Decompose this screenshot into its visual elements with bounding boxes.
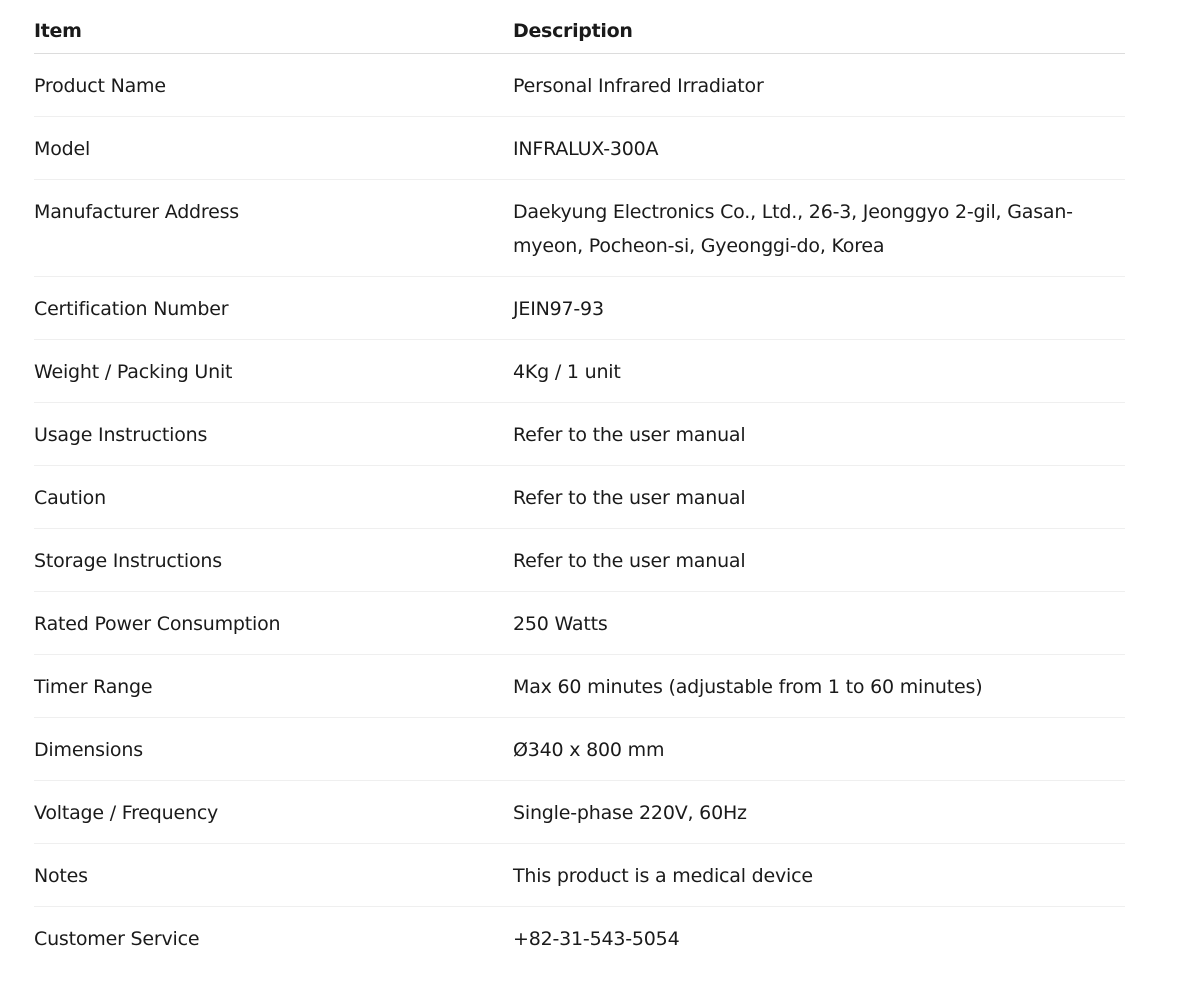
row-item: Product Name [34,54,513,117]
row-description: Ø340 x 800 mm [513,718,1125,781]
table-row [34,718,1125,781]
table-row [34,466,1125,529]
row-description: Refer to the user manual [513,466,1125,529]
row-description: INFRALUX-300A [513,117,1125,180]
row-description: Personal Infrared Irradiator [513,54,1125,117]
table-row [34,844,1125,907]
table-body [34,54,1125,970]
row-item: Caution [34,466,513,529]
header-description [513,0,1125,54]
row-description: 250 Watts [513,592,1125,655]
row-description: Max 60 minutes (adjustable from 1 to 60 minutes) [513,655,1125,718]
row-description: Refer to the user manual [513,403,1125,466]
header-item [34,0,513,54]
table-row [34,403,1125,466]
row-item: Notes [34,844,513,907]
row-description: Refer to the user manual [513,529,1125,592]
header-row [34,0,1125,54]
row-item: Timer Range [34,655,513,718]
row-item: Dimensions [34,718,513,781]
table-row [34,781,1125,844]
table-row [34,117,1125,180]
table-header [34,0,1125,54]
row-description: JEIN97-93 [513,277,1125,340]
row-item: Usage Instructions [34,403,513,466]
row-item: Rated Power Consumption [34,592,513,655]
row-item: Manufacturer Address [34,180,513,277]
row-item: Storage Instructions [34,529,513,592]
table-row [34,54,1125,117]
product-spec-table [34,0,1125,969]
row-item: Voltage / Frequency [34,781,513,844]
table-row [34,907,1125,970]
table-row [34,592,1125,655]
table-row [34,180,1125,277]
table-row [34,655,1125,718]
table-row [34,529,1125,592]
row-description: Single-phase 220V, 60Hz [513,781,1125,844]
row-description: This product is a medical device [513,844,1125,907]
header-description-label: Description [513,19,633,42]
row-description: 4Kg / 1 unit [513,340,1125,403]
row-description: Daekyung Electronics Co., Ltd., 26-3, Jeonggyo 2-gil, Gasan-myeon, Pocheon-si, Gyeonggi-do, Korea [513,180,1125,277]
table-row [34,277,1125,340]
row-item: Certification Number [34,277,513,340]
row-item: Model [34,117,513,180]
row-description: +82-31-543-5054 [513,928,680,950]
row-item: Weight / Packing Unit [34,340,513,403]
table-row [34,340,1125,403]
header-item-label: Item [34,19,82,42]
row-item: Customer Service [34,928,200,950]
